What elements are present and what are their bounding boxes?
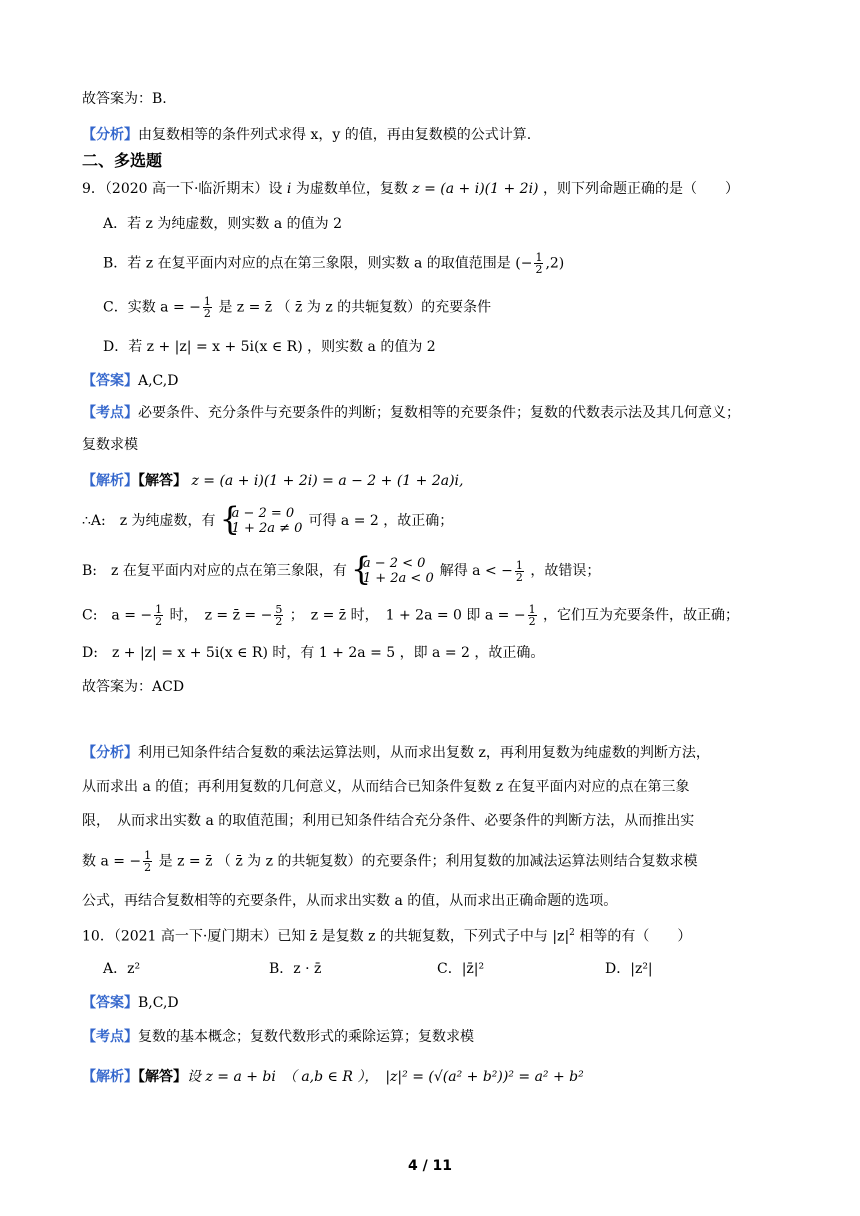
analysis-tag: 【分析】	[82, 745, 138, 761]
q9-stem-mid: 为虚数单位，复数	[291, 181, 413, 197]
equation-system	[353, 556, 434, 586]
q10-point-text: 复数的基本概念；复数代数形式的乘除运算；复数求模	[138, 1029, 474, 1045]
fraction-numerator: 1	[144, 849, 152, 862]
fraction-denominator: 2	[528, 615, 536, 628]
answer-tag: 【答案】	[82, 373, 138, 389]
fraction-half	[515, 560, 524, 583]
fraction-numerator: 1	[515, 558, 523, 572]
section-title: 二、多选题	[82, 151, 163, 170]
q9-option-a: A．若 z 为纯虚数，则实数 a 的值为 2	[103, 216, 342, 232]
fraction-numerator: 1	[203, 295, 211, 308]
q9-analysis-text-1: 利用已知条件结合复数的乘法运算法则，从而求出复数 z，再利用复数为纯虚数的判断方法，	[138, 745, 710, 761]
fraction-half	[203, 296, 212, 319]
q9-line-c	[82, 604, 790, 627]
q9-option-c	[103, 296, 790, 319]
q9-final: 故答案为：ACD	[82, 679, 185, 695]
q10-stem-end: 相等的有（ ）	[574, 928, 692, 945]
q9-answer: A,C,D	[138, 373, 179, 389]
prev-analysis-line	[82, 124, 790, 146]
q9-line-a-text: ∴A: z 为纯虚数，有	[82, 513, 216, 529]
q9-line-d: D: z + |z| = x + 5i(x ∈ R) 时，有 1 + 2a = 5 ，即 a = 2 ，故正确。	[82, 645, 545, 661]
solve-tag: 【解析】	[82, 1069, 138, 1085]
q9-point-line-1	[82, 402, 790, 424]
prev-analysis-text: 由复数相等的条件列式求得 x，y 的值，再由复数模的公式计算.	[138, 127, 532, 143]
q9-line-a	[82, 506, 790, 536]
analysis-tag: 【分析】	[82, 127, 138, 143]
system-row-1: { a − 2 = 0	[231, 506, 295, 521]
fraction-numerator: 1	[535, 251, 543, 264]
q9-line-c-d: ，它们互为充要条件，故正确；	[538, 607, 740, 624]
fraction-denominator: 2	[144, 861, 152, 874]
q9-line-a-end: 可得 a = 2 ，故正确；	[308, 513, 454, 529]
fraction-denominator: 2	[155, 615, 163, 628]
q9-line-b-mid: 解得 a < −	[439, 563, 513, 579]
fraction-half	[528, 604, 537, 627]
q10-solve-text: 设 z = a + bi （ a,b ∈ R ）， |z|² = (√(a² + b²))² = a² + b²	[187, 1069, 584, 1085]
q9-option-c-end: 是 z = z̄ （ z̄ 为 z 的共轭复数）的充要条件	[213, 299, 492, 316]
q9-point-text-1: 必要条件、充分条件与充要条件的判断；复数相等的充要条件；复数的代数表示法及其几何意义；	[138, 405, 740, 421]
prev-answer-line	[82, 88, 790, 110]
q9-point-line-2: 复数求模	[82, 437, 138, 453]
q10-answer: B,C,D	[138, 995, 179, 1011]
q9-analysis-2: 从而求出 a 的值；再利用复数的几何意义，从而结合已知条件复数 z 在复平面内对应的点在第三象	[82, 779, 690, 795]
q9-option-b-text: B．若 z 在复平面内对应的点在第三象限，则实数 a 的取值范围是 (−	[103, 255, 533, 272]
q10-stem-sup: 2	[569, 928, 575, 938]
q9-answer-line	[82, 370, 790, 392]
q10-option-b: B．z · z̄	[269, 961, 322, 977]
fraction-half	[154, 604, 163, 627]
point-tag: 【考点】	[82, 405, 138, 421]
answer-tag: 【答案】	[82, 995, 138, 1011]
q10-stem-text: 10．（2021 高一下·厦门期末）已知 z̄ 是复数 z 的共轭复数，下列式子中与 |z|	[82, 928, 570, 945]
q10-stem	[82, 922, 790, 948]
q9-line-b-text: B: z 在复平面内对应的点在第三象限，有	[82, 563, 347, 579]
q9-analysis-4	[82, 850, 790, 873]
q10-option-a: A．z²	[103, 961, 141, 977]
fraction-denominator: 2	[535, 263, 543, 276]
fraction-numerator: 1	[155, 603, 163, 616]
equation-system	[222, 506, 303, 536]
system-row-2: 1 + 2a ≠ 0	[231, 521, 303, 536]
q9-line-b	[82, 556, 790, 586]
q9-solve-equation: z = (a + i)(1 + 2i) = a − 2 + (1 + 2a)i,	[187, 473, 464, 489]
fraction-five-halves	[274, 604, 283, 627]
page-number: 4 / 11	[407, 1158, 453, 1174]
q9-line-c-c: ； z = z̄ 时， 1 + 2a = 0 即 a = −	[285, 607, 526, 624]
solve-tag: 【解析】	[82, 473, 138, 489]
fraction-denominator: 2	[515, 570, 523, 584]
q9-analysis-3: 限， 从而求出实数 a 的取值范围；利用已知条件结合充分条件、必要条件的判断方法，从而推出实	[82, 813, 695, 829]
q9-stem-prefix: 9．（2020 高一下·临沂期末）设	[82, 181, 287, 197]
q9-analysis-4b: 是 z = z̄ （ z̄ 为 z 的共轭复数）的充要条件；利用复数的加减法运算法则结合复数求模	[154, 853, 698, 870]
q10-option-c: C．|z̄|²	[437, 961, 485, 977]
fraction-numerator: 5	[275, 603, 283, 616]
system-row-1: { a − 2 < 0	[362, 556, 426, 571]
fraction-denominator: 2	[203, 307, 211, 320]
fraction-half	[534, 252, 543, 275]
q10-point-line	[82, 1026, 790, 1048]
q9-option-c-text: C．实数 a = −	[103, 299, 201, 316]
solve-head: 【解答】	[138, 1069, 187, 1085]
q10-options	[103, 958, 790, 980]
q10-answer-line	[82, 992, 790, 1014]
fraction-denominator: 2	[275, 615, 283, 628]
q10-option-d: D．|z²|	[605, 961, 653, 977]
prev-answer: 故答案为：B.	[82, 91, 167, 107]
q9-option-d: D．若 z + |z| = x + 5i(x ∈ R) ，则实数 a 的值为 2	[103, 339, 436, 355]
q9-analysis-1	[82, 740, 790, 766]
q9-stem	[82, 178, 790, 200]
q9-stem-suffix: ，则下列命题正确的是（ ）	[538, 181, 739, 197]
point-tag: 【考点】	[82, 1029, 138, 1045]
q9-line-c-a: C: a = −	[82, 607, 153, 624]
q9-analysis-4a: 数 a = −	[82, 853, 142, 870]
q9-option-b	[103, 252, 790, 275]
fraction-half	[143, 850, 152, 873]
q9-line-c-b: 时， z = z̄ = −	[165, 607, 273, 624]
system-row-2: 1 + 2a < 0	[362, 571, 434, 586]
q9-stem-i: i	[286, 181, 292, 197]
fraction-numerator: 1	[528, 603, 536, 616]
q9-option-b-end: ,2)	[545, 255, 565, 272]
q10-solve-line	[82, 1066, 790, 1088]
solve-head: 【解答】	[138, 473, 187, 489]
q9-line-b-end: ，故错误；	[525, 563, 601, 579]
q9-stem-formula: z = (a + i)(1 + 2i)	[412, 181, 539, 197]
q9-analysis-5: 公式，再结合复数相等的充要条件，从而求出实数 a 的值，从而求出正确命题的选项。	[82, 893, 618, 909]
q9-solve-line	[82, 470, 790, 492]
